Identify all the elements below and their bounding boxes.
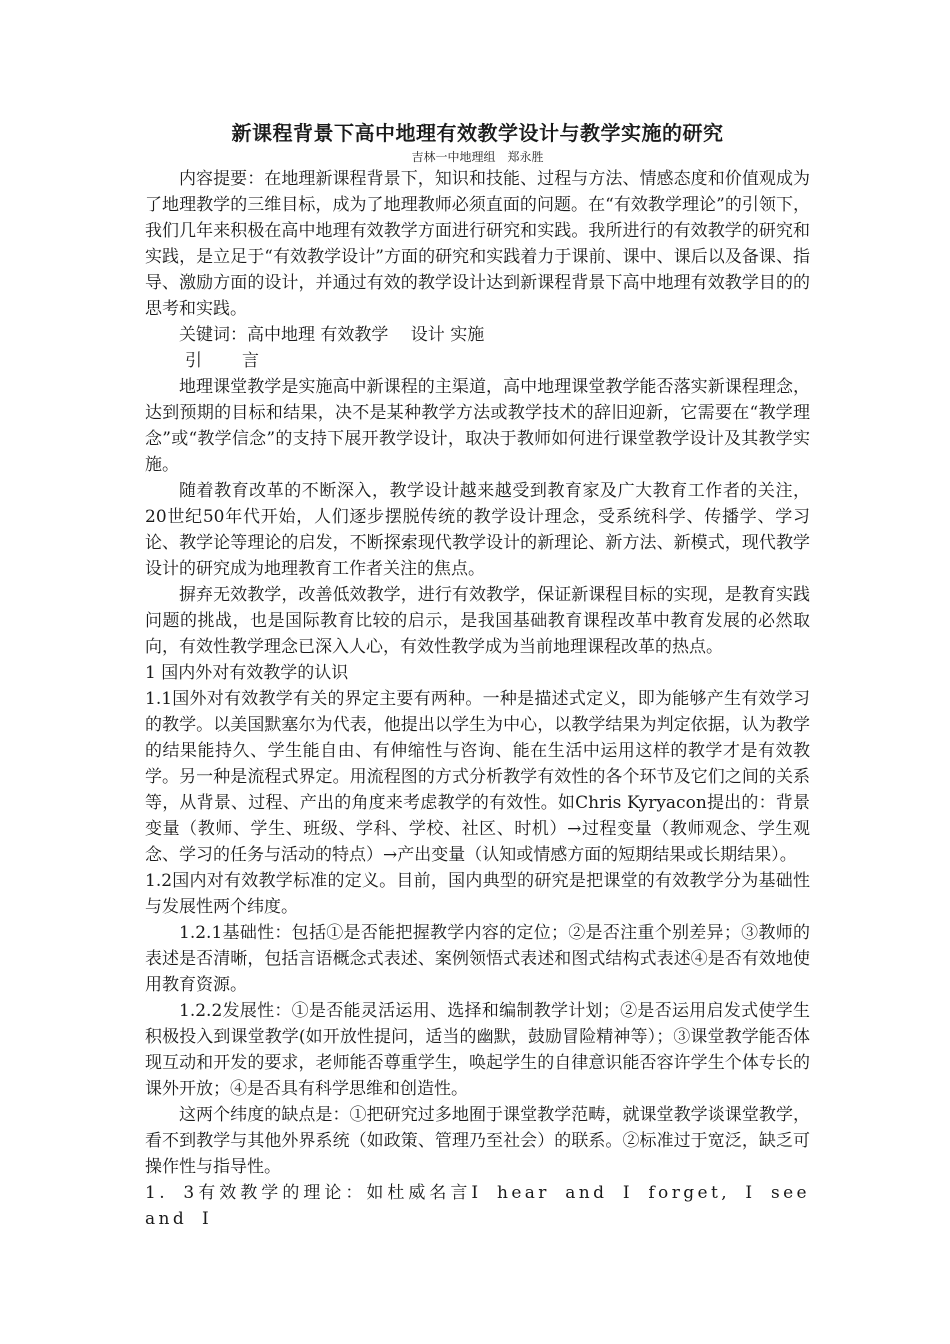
section-1-2-2-paragraph: 1.2.2发展性：①是否能灵活运用、选择和编制教学计划；②是否运用启发式使学生积极投入到课堂教学(如开放性提问，适当的幽默，鼓励冒险精神等）；③课堂教学能否体现互动和开发的要求，老师能否尊重学生，唤起学生的自律意识能否容许学生个体专长的课外开放；④是否具有科学思维和创造性。	[145, 1001, 810, 1099]
document-page	[145, 118, 810, 1232]
section-1-3-paragraph: 1. 3有效教学的理论：如杜威名言I hear and I forget, I see and I	[145, 1183, 810, 1229]
author-line: 吉林一中地理组 郑永胜	[411, 150, 544, 164]
section-1-2-paragraph: 1.2国内对有效教学标准的定义。目前，国内典型的研究是把课堂的有效教学分为基础性与发展性两个纬度。	[145, 871, 810, 917]
intro-paragraph-1: 地理课堂教学是实施高中新课程的主渠道，高中地理课堂教学能否落实新课程理念，达到预期的目标和结果，决不是某种教学方法或教学技术的辞旧迎新，它需要在“教学理念”或“教学信念”的支持下展开教学设计，取决于教师如何进行课堂教学设计及其教学实施。	[145, 377, 810, 475]
document-title: 新课程背景下高中地理有效教学设计与教学实施的研究	[231, 121, 724, 145]
section-1-2-1-paragraph: 1.2.1基础性：包括①是否能把握教学内容的定位；②是否注重个别差异；③教师的表述是否清晰，包括言语概念式表述、案例领悟式表述和图式结构式表述④是否有效地使用教育资源。	[145, 923, 810, 995]
intro-paragraph-3: 摒弃无效教学，改善低效教学，进行有效教学，保证新课程目标的实现，是教育实践问题的挑战，也是国际教育比较的启示，是我国基础教育课程改革中教育发展的必然取向，有效性教学理念已深入人心，有效性教学成为当前地理课程改革的热点。	[145, 585, 810, 657]
intro-paragraph-2: 随着教育改革的不断深入，教学设计越来越受到教育家及广大教育工作者的关注，20世纪50年代开始，人们逐步摆脱传统的教学设计理念，受系统科学、传播学、学习论、教学论等理论的启发，不断探索现代教学设计的新理论、新方法、新模式，现代教学设计的研究成为地理教育工作者关注的焦点。	[145, 481, 810, 579]
keywords-line: 关键词：高中地理 有效教学 设计 实施	[179, 325, 485, 345]
section-1-heading: 1 国内外对有效教学的认识	[145, 663, 349, 683]
intro-heading: 引言	[185, 351, 299, 371]
section-1-2-3-paragraph: 这两个纬度的缺点是：①把研究过多地囿于课堂教学范畴，就课堂教学谈课堂教学，看不到教学与其他外界系统（如政策、管理乃至社会）的联系。②标准过于宽泛，缺乏可操作性与指导性。	[145, 1105, 810, 1177]
section-1-1-paragraph: 1.1国外对有效教学有关的界定主要有两种。一种是描述式定义，即为能够产生有效学习的教学。以美国默塞尔为代表，他提出以学生为中心，以教学结果为判定依据，认为教学的结果能持久、学生能自由、有伸缩性与咨询、能在生活中运用这样的教学才是有效教学。另一种是流程式界定。用流程图的方式分析教学有效性的各个环节及它们之间的关系等，从背景、过程、产出的角度来考虑教学的有效性。如Chris Kyryacon提出的：背景变量（教师、学生、班级、学科、学校、社区、时机）→过程变量（教师观念、学生观念、学习的任务与活动的特点）→产出变量（认知或情感方面的短期结果或长期结果）。	[145, 689, 810, 865]
abstract-paragraph: 内容提要：在地理新课程背景下，知识和技能、过程与方法、情感态度和价值观成为了地理教学的三维目标，成为了地理教师必须直面的问题。在“有效教学理论”的引领下，我们几年来积极在高中地理有效教学方面进行研究和实践。我所进行的有效教学的研究和实践，是立足于“有效教学设计”方面的研究和实践着力于课前、课中、课后以及备课、指导、激励方面的设计，并通过有效的教学设计达到新课程背景下高中地理有效教学目的的思考和实践。	[145, 169, 810, 319]
